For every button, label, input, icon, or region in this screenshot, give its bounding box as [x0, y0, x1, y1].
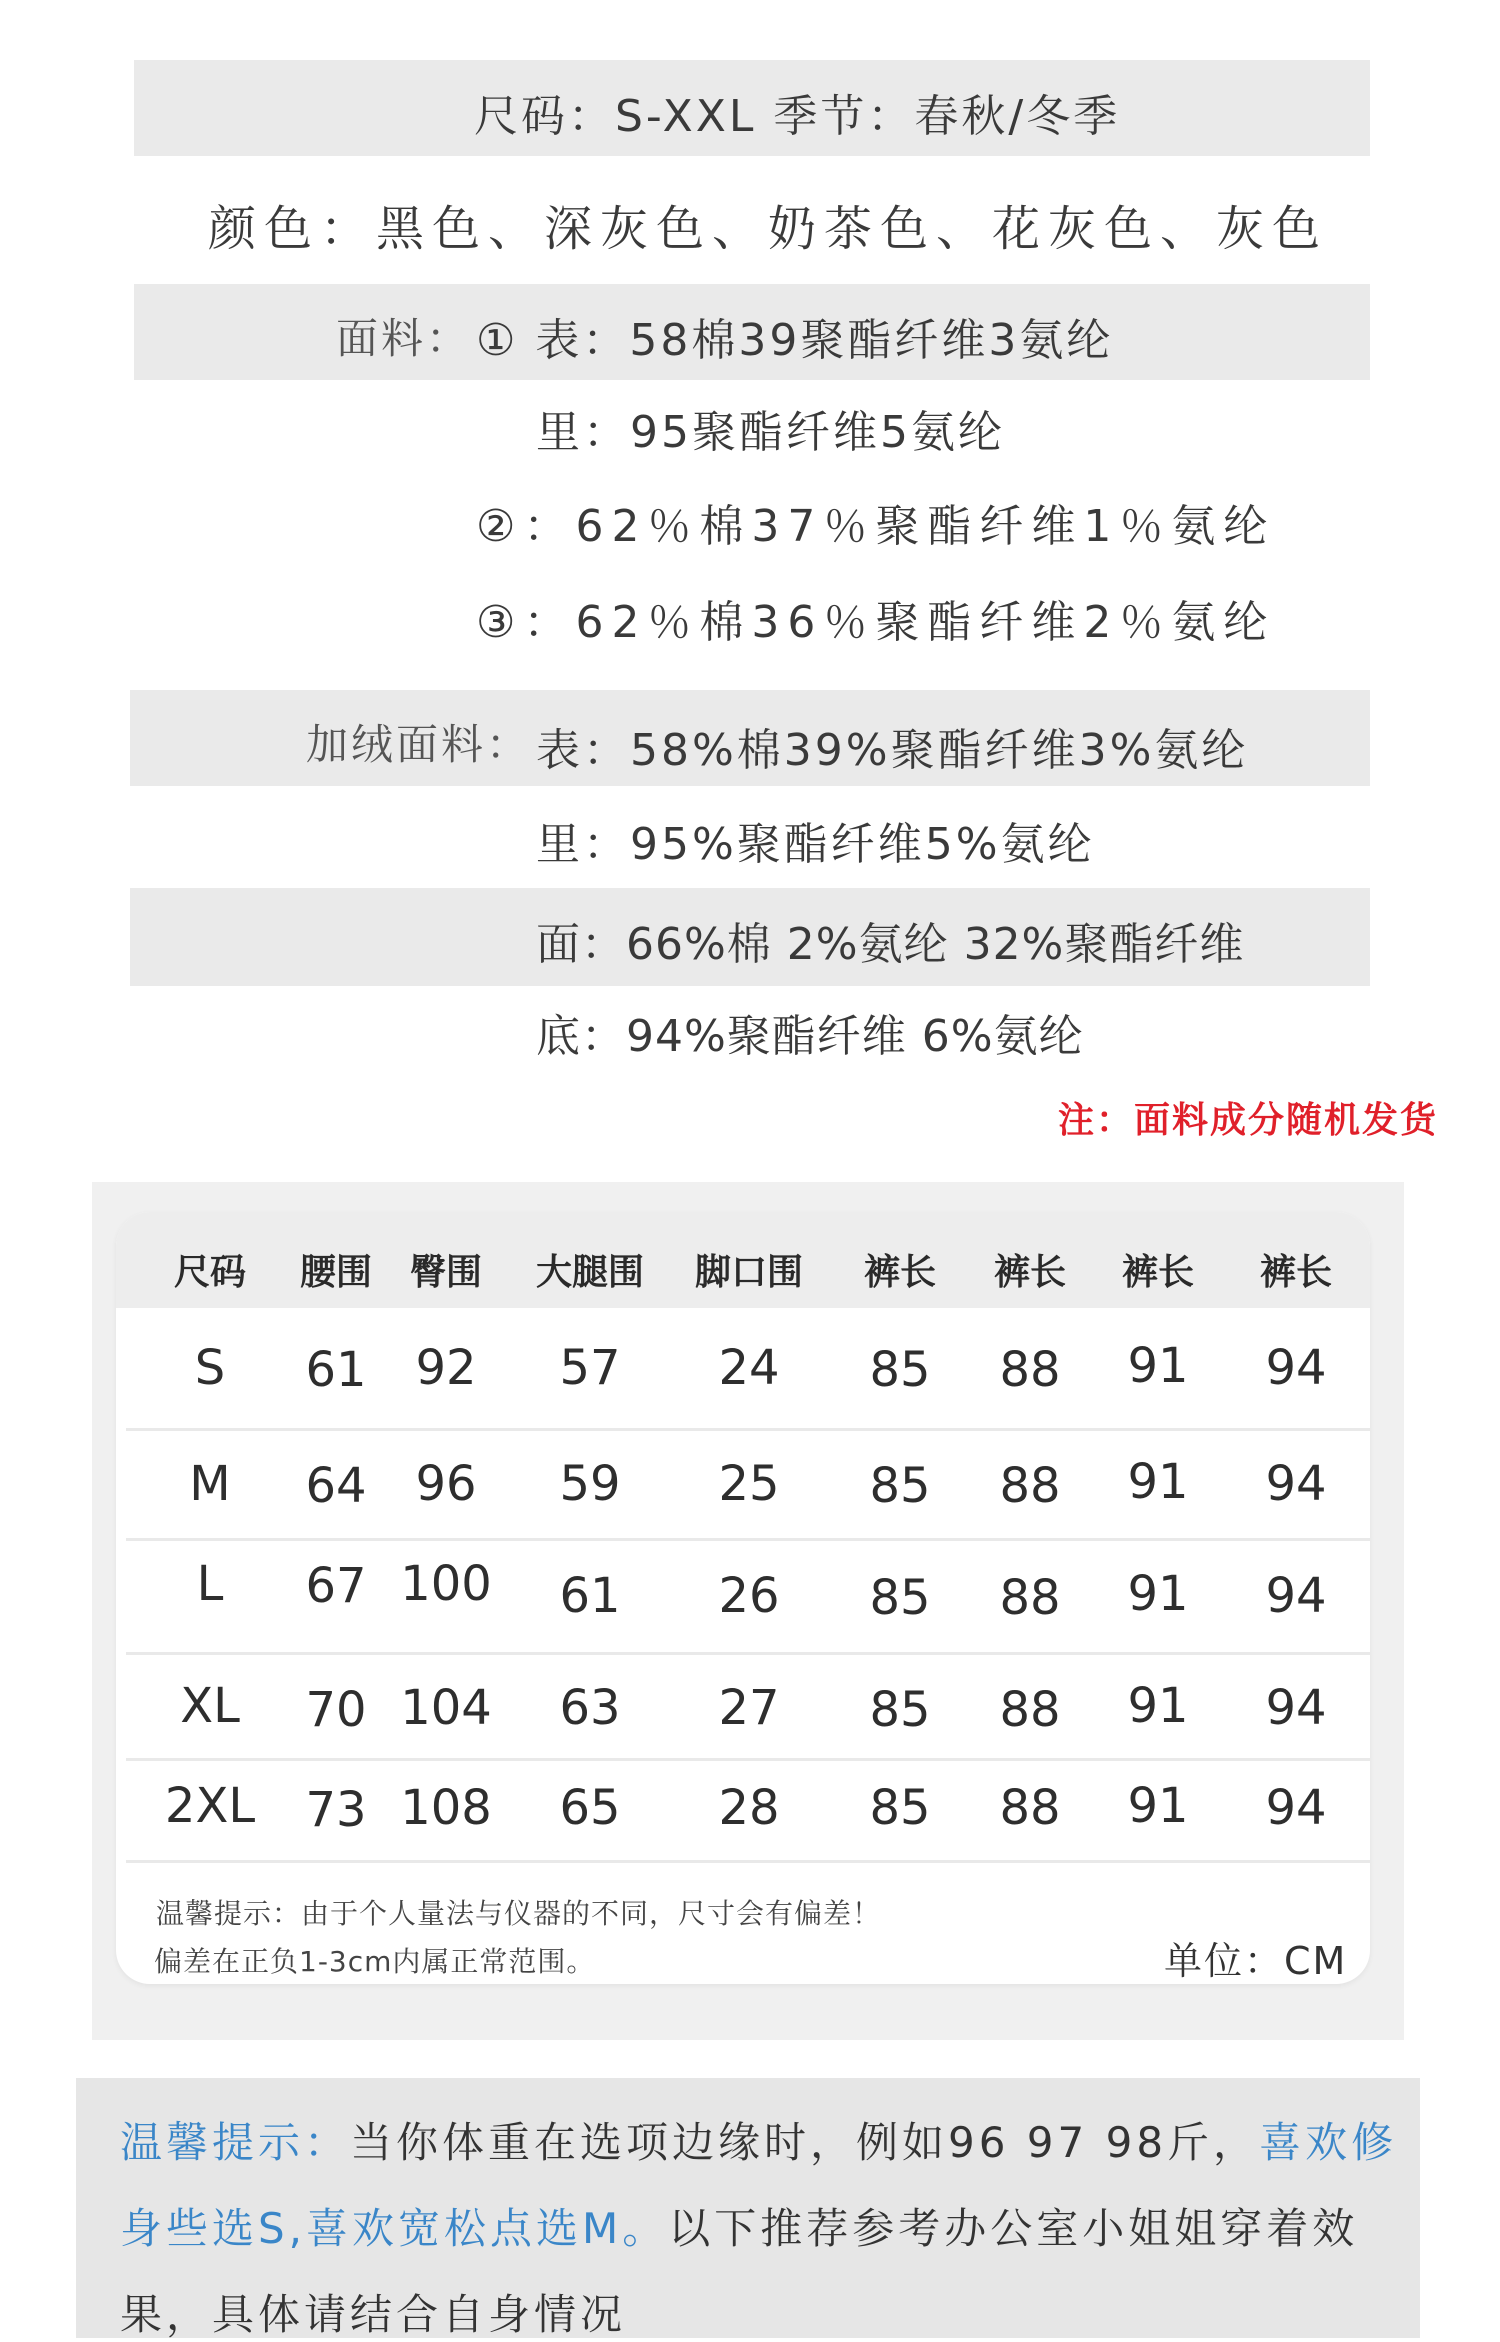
- row-s-length-3: 91: [1127, 1338, 1189, 1394]
- row-separator: [126, 1428, 1370, 1431]
- row-2xl-length-4: 94: [1265, 1780, 1327, 1836]
- fabric-note: 注：面料成分随机发货: [1058, 1100, 1439, 1141]
- row-s-length-2: 88: [999, 1342, 1061, 1398]
- row-s-thigh: 57: [559, 1340, 621, 1396]
- row-xl-length-3: 91: [1127, 1678, 1189, 1734]
- row-m-leg-opening: 25: [718, 1456, 780, 1512]
- face-text: 面：66%棉 2%氨纶 32%聚酯纤维: [536, 919, 1245, 970]
- row-separator: [126, 1758, 1370, 1761]
- row-xl-waist: 70: [305, 1682, 367, 1738]
- row-l-length-3: 91: [1127, 1566, 1189, 1622]
- fleece-label: 加绒面料：: [306, 720, 532, 769]
- size-season-text: 尺码：S-XXL 季节：春秋/冬季: [474, 91, 1121, 142]
- row-l-hip: 100: [400, 1556, 492, 1612]
- fabric-label: 面料：: [336, 314, 472, 363]
- fabric-2: ②：62％棉37％聚酯纤维1％氨纶: [476, 501, 1276, 552]
- bottom-tip-line-1-highlight: 喜欢修: [1259, 2118, 1398, 2167]
- row-xl-leg-opening: 27: [718, 1680, 780, 1736]
- header-thigh: 大腿围: [535, 1252, 644, 1293]
- size-table-card: [116, 1212, 1370, 1984]
- row-xl-hip: 104: [400, 1680, 492, 1736]
- row-l-thigh: 61: [559, 1568, 621, 1624]
- fabric-1-outer: ① 表：58棉39聚酯纤维3氨纶: [476, 315, 1114, 366]
- fabric-3: ③：62％棉36％聚酯纤维2％氨纶: [476, 597, 1276, 648]
- header-waist: 腰围: [299, 1252, 372, 1293]
- measurement-tip-line-1: 温馨提示：由于个人量法与仪器的不同，尺寸会有偏差！: [156, 1897, 882, 1930]
- bottom-tip-label: 温馨提示：: [120, 2118, 351, 2167]
- row-separator: [126, 1652, 1370, 1655]
- unit-label: 单位：CM: [1164, 1939, 1348, 1983]
- row-s-length-1: 85: [869, 1342, 931, 1398]
- row-2xl-length-3: 91: [1127, 1778, 1189, 1834]
- header-length-4: 裤长: [1259, 1252, 1332, 1293]
- row-separator: [126, 1860, 1370, 1863]
- header-length-3: 裤长: [1121, 1252, 1194, 1293]
- row-l-length-4: 94: [1265, 1568, 1327, 1624]
- fleece-outer: 表：58%棉39%聚酯纤维3%氨纶: [536, 725, 1249, 776]
- header-size: 尺码: [173, 1252, 246, 1293]
- bottom-tip-line-1: [120, 2110, 1397, 2170]
- fabric-1-inner: 里：95聚酯纤维5氨纶: [536, 407, 1005, 458]
- row-l-length-1: 85: [869, 1570, 931, 1626]
- row-2xl-leg-opening: 28: [718, 1780, 780, 1836]
- row-l-leg-opening: 26: [718, 1568, 780, 1624]
- row-xl-length-1: 85: [869, 1682, 931, 1738]
- row-s-leg-opening: 24: [718, 1340, 780, 1396]
- row-l-length-2: 88: [999, 1570, 1061, 1626]
- row-2xl-hip: 108: [400, 1780, 492, 1836]
- row-s-size: S: [194, 1340, 226, 1396]
- row-m-length-3: 91: [1127, 1454, 1189, 1510]
- row-s-length-4: 94: [1265, 1340, 1327, 1396]
- row-l-waist: 67: [305, 1558, 367, 1614]
- header-hip: 臀围: [409, 1252, 482, 1293]
- measurement-tip-line-2: 偏差在正负1-3cm内属正常范围。: [154, 1945, 596, 1978]
- row-xl-length-2: 88: [999, 1682, 1061, 1738]
- header-length-2: 裤长: [993, 1252, 1066, 1293]
- bottom-tip-line-2-highlight: 身些选S,喜欢宽松点选M。: [120, 2204, 669, 2253]
- row-2xl-length-1: 85: [869, 1780, 931, 1836]
- row-m-thigh: 59: [559, 1456, 621, 1512]
- size-table-header-row: [116, 1212, 1370, 1308]
- row-s-waist: 61: [305, 1342, 367, 1398]
- bottom-tip-line-2-text: 以下推荐参考办公室小姐姐穿着效: [668, 2204, 1359, 2253]
- row-m-length-4: 94: [1265, 1456, 1327, 1512]
- header-length-1: 裤长: [863, 1252, 936, 1293]
- row-2xl-length-2: 88: [999, 1780, 1061, 1836]
- row-2xl-waist: 73: [305, 1782, 367, 1838]
- row-m-size: M: [189, 1456, 231, 1512]
- row-separator: [126, 1538, 1370, 1541]
- bottom-text: 底：94%聚酯纤维 6%氨纶: [536, 1011, 1084, 1062]
- row-m-length-1: 85: [869, 1458, 931, 1514]
- bottom-tip-line-1-text: 当你体重在选项边缘时，例如96 97 98斤，: [350, 2118, 1260, 2167]
- row-xl-length-4: 94: [1265, 1680, 1327, 1736]
- row-l-size: L: [196, 1556, 224, 1612]
- row-2xl-thigh: 65: [559, 1780, 621, 1836]
- row-xl-size: XL: [180, 1678, 240, 1734]
- bottom-tip-line-3: 果，具体请结合自身情况: [120, 2290, 627, 2339]
- fleece-inner: 里：95%聚酯纤维5%氨纶: [536, 819, 1095, 870]
- header-leg-opening: 脚口围: [694, 1252, 803, 1293]
- row-s-hip: 92: [415, 1340, 477, 1396]
- row-2xl-size: 2XL: [164, 1778, 256, 1834]
- row-xl-thigh: 63: [559, 1680, 621, 1736]
- row-m-length-2: 88: [999, 1458, 1061, 1514]
- row-m-waist: 64: [305, 1458, 367, 1514]
- color-text: 颜色：黑色、深灰色、奶茶色、花灰色、灰色: [208, 201, 1329, 257]
- row-m-hip: 96: [415, 1456, 477, 1512]
- bottom-tip-line-2: [120, 2196, 1358, 2256]
